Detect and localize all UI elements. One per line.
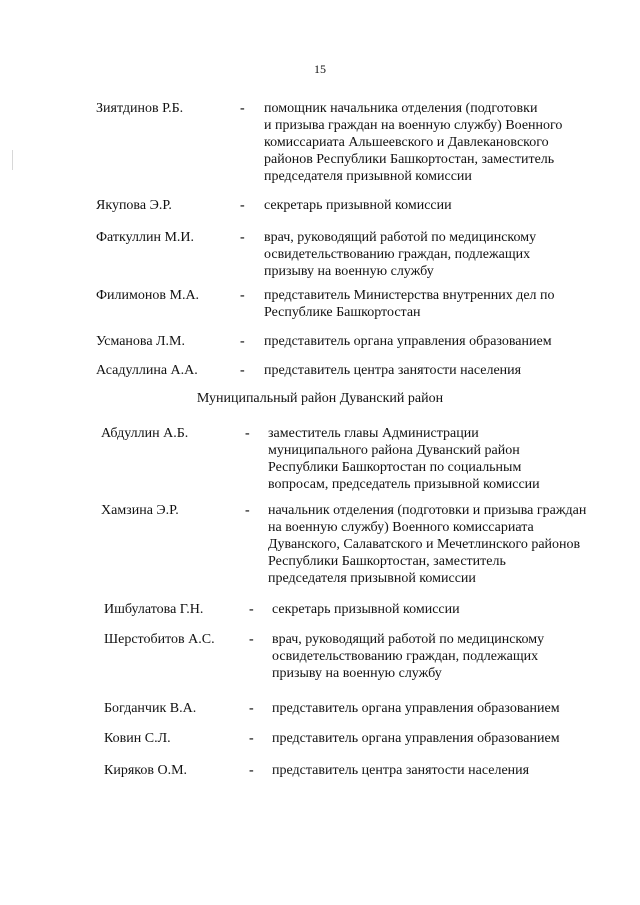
person-role: представитель органа управления образованием xyxy=(272,701,560,716)
person-name: Усманова Л.М. xyxy=(96,334,185,349)
page-number: 15 xyxy=(314,62,326,76)
dash-separator: - xyxy=(240,198,245,213)
person-name: Хамзина Э.Р. xyxy=(101,503,179,518)
person-name: Киряков О.М. xyxy=(104,763,188,778)
person-name: Филимонов М.А. xyxy=(96,288,200,303)
dash-separator: - xyxy=(249,731,254,746)
person-role: представитель центра занятости населения xyxy=(272,763,530,778)
dash-separator: - xyxy=(240,288,245,303)
person-role: заместитель главы Администрации муниципального района Дуванский район Республики Башкортостан по социальным вопросам, председатель призывной комиссии xyxy=(268,426,540,492)
dash-separator: - xyxy=(240,363,245,378)
person-name: Якупова Э.Р. xyxy=(96,198,172,213)
person-role: секретарь призывной комиссии xyxy=(272,602,460,617)
dash-separator: - xyxy=(245,503,250,518)
person-name: Ишбулатова Г.Н. xyxy=(104,602,204,617)
person-role: представитель центра занятости населения xyxy=(264,363,522,378)
section-heading: Муниципальный район Дуванский район xyxy=(196,391,444,406)
person-name: Зиятдинов Р.Б. xyxy=(96,101,184,116)
dash-separator: - xyxy=(240,334,245,349)
dash-separator: - xyxy=(249,632,254,647)
person-role: представитель органа управления образованием xyxy=(264,334,552,349)
person-role: секретарь призывной комиссии xyxy=(264,198,452,213)
person-role: начальник отделения (подготовки и призыва граждан на военную службу) Военного комиссариата Дуванского, Салаватского и Мечетлинского районов Республики Башкортостан, заместитель председателя призывной комиссии xyxy=(268,503,587,586)
person-role: врач, руководящий работой по медицинскому освидетельствованию граждан, подлежащих призыву на военную службу xyxy=(272,632,545,681)
dash-separator: - xyxy=(249,602,254,617)
dash-separator: - xyxy=(249,701,254,716)
person-name: Ковин С.Л. xyxy=(104,731,171,746)
person-name: Фаткуллин М.И. xyxy=(96,230,195,245)
dash-separator: - xyxy=(240,230,245,245)
scan-margin-mark xyxy=(12,150,13,170)
person-name: Асадуллина А.А. xyxy=(96,363,198,378)
person-role: представитель Министерства внутренних дел по Республике Башкортостан xyxy=(264,288,555,320)
person-name: Абдуллин А.Б. xyxy=(101,426,189,441)
person-role: представитель органа управления образованием xyxy=(272,731,560,746)
dash-separator: - xyxy=(245,426,250,441)
dash-separator: - xyxy=(240,101,245,116)
dash-separator: - xyxy=(249,763,254,778)
person-role: помощник начальника отделения (подготовки и призыва граждан на военную службу) Военного комиссариата Альшеевского и Давлекановского районов Республики Башкортостан, заместитель председателя призывной комиссии xyxy=(264,101,563,184)
person-role: врач, руководящий работой по медицинскому освидетельствованию граждан, подлежащих призыву на военную службу xyxy=(264,230,537,279)
person-name: Шерстобитов А.С. xyxy=(104,632,215,647)
person-name: Богданчик В.А. xyxy=(104,701,197,716)
